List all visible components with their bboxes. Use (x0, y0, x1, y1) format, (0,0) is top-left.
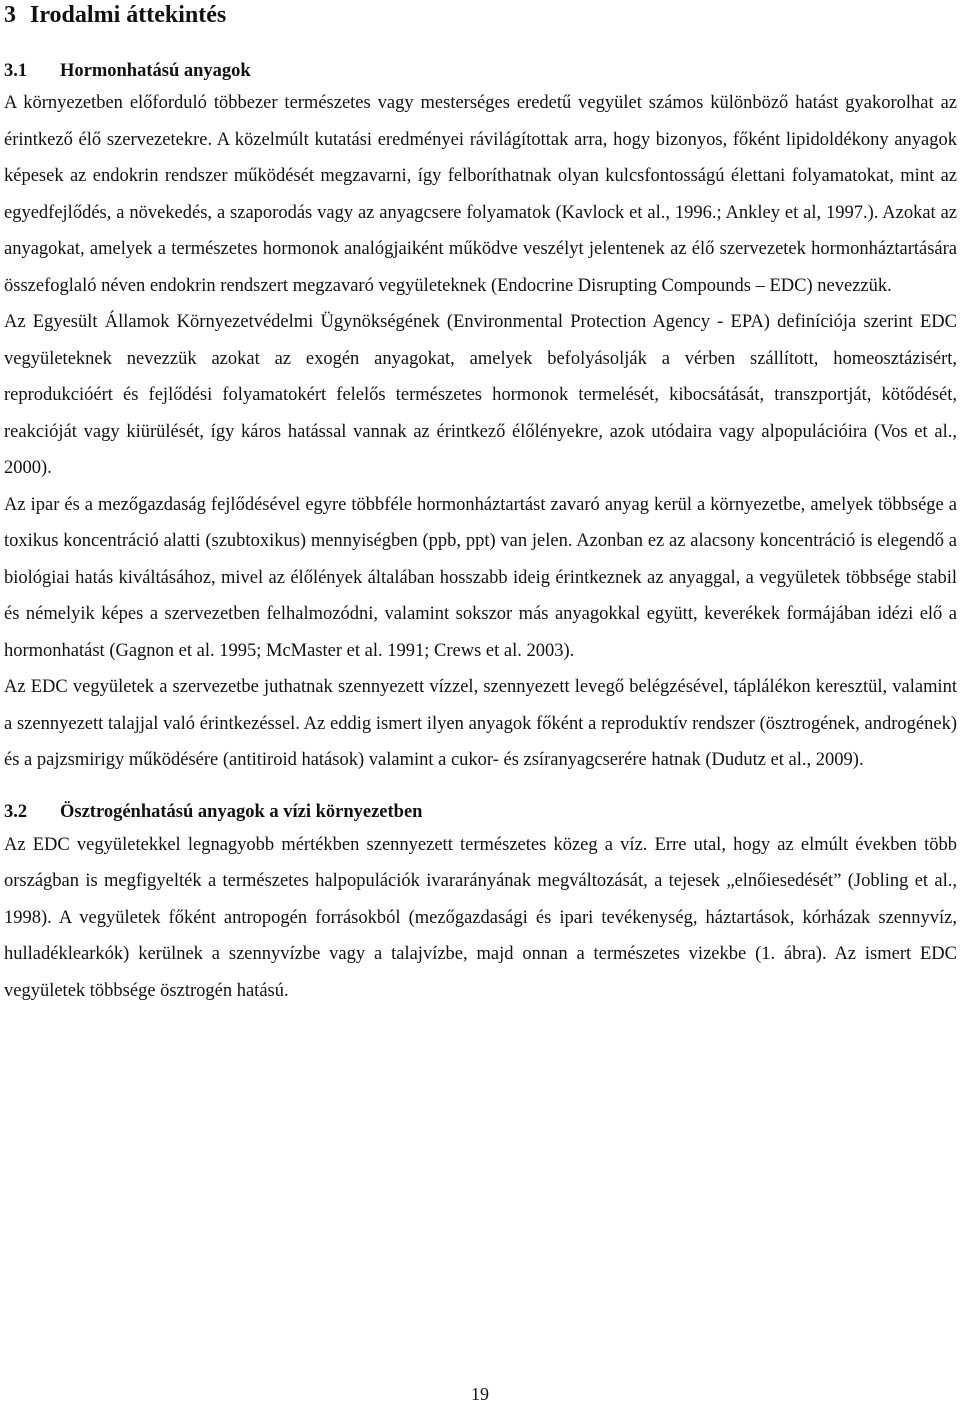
paragraph: Az Egyesült Államok Környezetvédelmi Ügynökségének (Environmental Protection Agency - EPA) definíciója szerint EDC vegyületeknek nevezzük azokat az exogén anyagokat, amelyek befolyásolják a vérben szállított, homeosztázisért, reprodukcióért és fejlődési folyamatokért felelős természetes hormonok termelését, kibocsátását, transzportját, kötődését, reakcióját vagy kiürülését, így káros hatással vannak az érintkező élőlényekre, azok utódaira vagy alpopulációira (Vos et al., 2000). (4, 312, 957, 478)
section-heading-3-1 (4, 60, 957, 82)
section-body-3-2 (4, 827, 957, 1010)
chapter-heading (4, 0, 957, 30)
paragraph: Az ipar és a mezőgazdaság fejlődésével egyre többféle hormonháztartást zavaró anyag kerül a környezetbe, amelyek többsége a toxikus koncentráció alatti (szubtoxikus) mennyiségben (ppb, ppt) van jelen. Azonban ez az alacsony koncentráció is elegendő a biológiai hatás kiváltásához, mivel az élőlények általában hosszabb ideig érintkeznek az anyaggal, a vegyületek többsége stabil és némelyik képes a szervezetben felhalmozódni, valamint sokszor más anyagokkal együtt, keverékek formájában idézi elő a hormonhatást (Gagnon et al. 1995; McMaster et al. 1991; Crews et al. 2003). (4, 494, 957, 661)
section-body-3-1 (4, 85, 957, 779)
page-number: 19 (471, 1384, 489, 1404)
paragraph: Az EDC vegyületekkel legnagyobb mértékben szennyezett természetes közeg a víz. Erre utal, hogy az elmúlt években több országban is megfigyelték a természetes halpopulációk ivararányának megváltozását, a tejesek „elnőiesedését” (Jobling et al., 1998). A vegyületek főként antropogén forrásokból (mezőgazdasági és ipari tevékenység, háztartások, kórházak szennyvíz, hulladéklearkók) kerülnek a szennyvízbe vagy a talajvízbe, majd onnan a természetes vizekbe (1. ábra). Az ismert EDC vegyületek többsége ösztrogén hatású. (4, 834, 957, 1001)
chapter-number: 3 (4, 2, 16, 28)
paragraph: Az EDC vegyületek a szervezetbe juthatnak szennyezett vízzel, szennyezett levegő belégzésével, táplálékon keresztül, valamint a szennyezett talajjal való érintkezéssel. Az eddig ismert ilyen anyagok főként a reproduktív rendszer (ösztrogének, androgének) és a pajzsmirigy működésére (antitiroid hatások) valamint a cukor- és zsíranyagcserére hatnak (Dudutz et al., 2009). (4, 677, 957, 770)
section-title: Hormonhatású anyagok (60, 61, 251, 81)
section-number: 3.2 (4, 801, 28, 822)
section-title: Ösztrogénhatású anyagok a vízi környezetben (60, 801, 423, 822)
section-heading-3-2 (4, 801, 957, 823)
paragraph: A környezetben előforduló többezer természetes vagy mesterséges eredetű vegyület számos különböző hatást gyakorolhat az érintkező élő szervezetekre. A közelmúlt kutatási eredményei rávilágítottak arra, hogy bizonyos, főként lipidoldékony anyagok képesek az endokrin rendszer működését megzavarni, így felboríthatnak olyan kulcsfontosságú élettani folyamatokat, mint az egyedfejlődés, a növekedés, a szaporodás vagy az anyagcsere folyamatok (Kavlock et al., 1996.; Ankley et al, 1997.). Azokat az anyagokat, amelyek a természetes hormonok analógjaiként működve veszélyt jelentenek az élő szervezetek hormonháztartására összefoglaló néven endokrin rendszert megzavaró vegyületeknek (Endocrine Disrupting Compounds – EDC) nevezzük. (4, 93, 957, 296)
document-page (4, 0, 957, 1009)
section-number: 3.1 (4, 61, 28, 81)
chapter-title: Irodalmi áttekintés (30, 2, 227, 28)
